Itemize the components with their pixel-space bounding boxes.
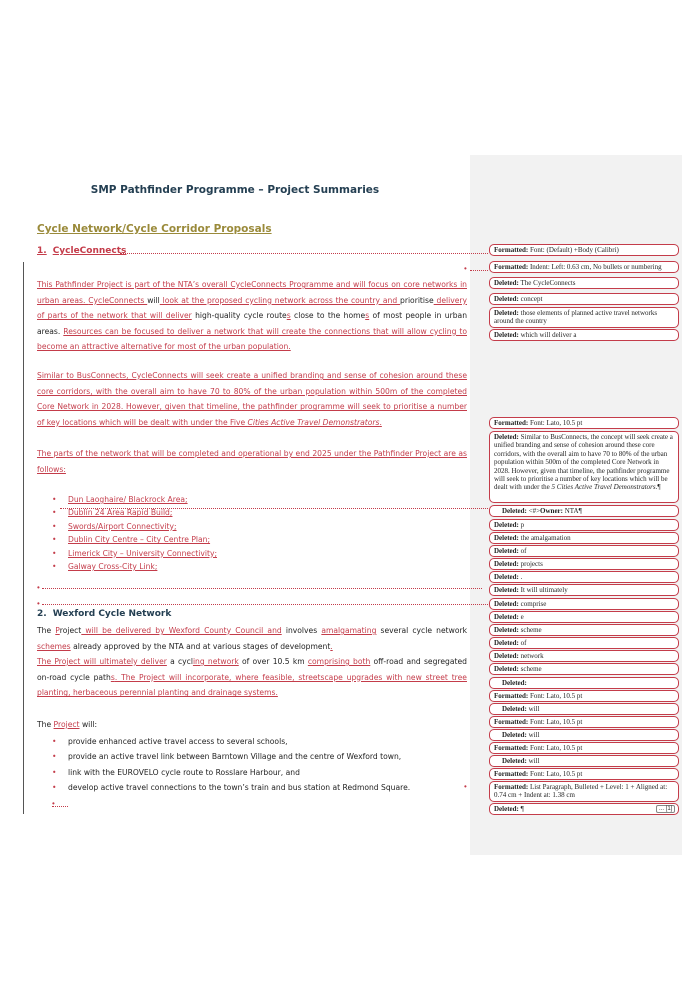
comment-balloon[interactable] [489,755,679,767]
balloon-text: scheme [518,626,542,634]
balloon-text: <#> [526,507,541,515]
inserted-text: amalgamating [321,626,377,635]
text-run: several cycle network [376,626,467,635]
balloon-kind: Deleted: [494,521,519,529]
change-mark: • [464,264,467,273]
list-item: • Dun Laoghaire/ Blackrock Area; [52,493,217,506]
balloon-kind: Deleted: [494,586,519,594]
balloon-kind: Deleted: [494,309,519,317]
balloon-kind: Deleted: [502,757,527,765]
comment-balloon[interactable] [489,803,679,815]
inserted-text: s [365,311,370,321]
balloon-text: It will ultimately [518,586,568,594]
text-run: close to the home [290,311,366,321]
inserted-text: P [55,626,60,635]
list-item: • Dublin City Centre – City Centre Plan; [52,533,217,546]
inserted-text: network [204,657,239,666]
section-1-title: CycleConnects [52,246,127,256]
comment-balloon[interactable] [489,244,679,256]
list-item: • Galway Cross-City Link; [52,560,217,573]
balloon-text: List Paragraph, Bulleted + Level: 1 + Aligned at: 0.74 cm + Indent at: 1.38 cm [494,783,668,800]
balloon-text: Font: Lato, 10.5 pt [528,718,583,726]
section-2-number: 2. [37,609,47,619]
inserted-text: ing [192,657,205,666]
comment-balloon[interactable] [489,781,679,802]
list-item: • link with the EUROVELO cycle route to Rosslare Harbour, and [52,765,410,780]
balloon-kind: Formatted: [494,744,529,752]
balloon-kind: Deleted: [494,613,519,621]
balloon-text: of [518,547,527,555]
change-mark: • [52,799,55,808]
balloon-text: scheme [518,665,542,673]
inserted-text: . The Project will incorporate, where feasible, streetscape upgrades with new street tree planting, herbaceous perennial planting and drainage systems. [37,672,467,698]
comment-balloon[interactable] [489,637,679,649]
comment-balloon[interactable] [489,431,679,503]
comment-balloon[interactable] [489,768,679,780]
balloon-text: Indent: Left: 0.63 cm, No bullets or numbering [528,263,662,271]
balloon-italic-text: 5 Cities Active Travel Demonstrators [551,483,656,492]
text-run: will: [79,720,98,729]
document-title: SMP Pathfinder Programme – Project Summaries [90,184,380,196]
comment-balloon[interactable] [489,307,679,328]
inserted-text: s [286,311,291,321]
comment-balloon[interactable] [489,611,679,623]
balloon-text: NTA¶ [563,507,582,515]
balloon-text: those elements of planned active travel networks around the country [494,309,658,326]
inserted-text: Project [53,720,80,729]
text-run: high-quality cycle route [191,311,287,321]
comment-balloon[interactable] [489,729,679,741]
balloon-kind: Formatted: [494,783,529,791]
list-item: • Swords/Airport Connectivity; [52,520,217,533]
balloon-kind: Deleted: [502,507,527,515]
comment-balloon[interactable] [489,532,679,544]
text-run: Similar to BusConnects, CycleConnects will seek create a unified branding and sense of cohesion around these core corridors, with the overall aim to have 70 to 80% of the urban population within 500m of the completed Core Network in 2028. However, given that timeline, the pathfinder programme will seek to prioritise a number of key locations which will be dealt with under the Five [37,371,467,427]
balloon-kind: Deleted: [494,652,519,660]
text-run: The parts of the network that will be completed and operational by end 2025 under the Pathfinder Project are as follows: [37,449,467,474]
balloon-text: Font: Lato, 10.5 pt [528,744,583,752]
section-1-paragraph-2 [37,368,467,430]
dotline [470,270,488,271]
text-run: The [37,720,54,729]
text-run: of over 10.5 km [238,657,308,666]
balloon-text: network [518,652,544,660]
section-1-heading [37,246,126,256]
comment-balloon[interactable] [489,624,679,636]
inserted-text: schemes [37,641,71,651]
balloon-kind: Deleted: [494,279,519,287]
balloon-kind: Deleted: [502,731,527,739]
section-1-number: 1. [37,246,47,256]
balloon-text: Font: Lato, 10.5 pt [528,419,583,427]
change-mark: • [464,782,467,791]
balloon-text: Similar to BusConnects, the concept will seek create a unified branding and sense of cohesion around these core corridors, with the overall aim to have 70 to 80% of the urban population within 500m of the completed Core Network in 2028. However, given that timeline, the pathfinder programme will seek to prioritise a number of key locations which will be dealt with under the [494,433,673,492]
inserted-text: comprising both [307,657,371,666]
balloon-kind: Deleted: [502,679,527,687]
balloon-kind: Deleted: [494,295,519,303]
list-item: • develop active travel connections to the town’s train and bus station at Redmond Square. [52,780,410,795]
more-button[interactable]: ... [1] [656,805,675,813]
balloon-kind: Deleted: [494,805,519,813]
inserted-text: s [110,672,115,682]
balloon-kind: Deleted: [494,534,519,542]
balloon-text: Font: Lato, 10.5 pt [528,692,583,700]
inserted-text: The Project will ultimately deliver [37,657,167,666]
balloon-text: . [518,573,523,581]
comment-balloon[interactable] [489,716,679,728]
comment-balloon[interactable] [489,571,679,583]
comment-balloon[interactable] [489,742,679,754]
balloon-text: projects [518,560,543,568]
section-2-paragraph-1 [37,623,467,654]
change-mark: • [37,599,40,608]
balloon-text: comprise [518,600,547,608]
list-item: • Limerick City – University Connectivity; [52,547,217,560]
balloon-text: will [526,705,540,713]
list-item: • provide enhanced active travel access to several schools, [52,734,410,749]
comment-balloon[interactable] [489,703,679,715]
balloon-text: concept [518,295,543,303]
comment-balloon[interactable] [489,519,679,531]
inserted-text: CycleConnects [88,295,148,305]
balloon-kind: Deleted: [494,433,519,441]
section-2-paragraph-2 [37,654,467,701]
balloon-text: the amalgamation [518,534,571,542]
comment-balloon[interactable] [489,545,679,557]
comment-balloon[interactable] [489,558,679,570]
inserted-text: look at the proposed cycling network across the country and [159,295,400,305]
balloon-kind: Deleted: [494,547,519,555]
balloon-kind: Formatted: [494,692,529,700]
text-run: off-road and segregated on-road cycle path [37,657,467,682]
balloon-text: Font: Lato, 10.5 pt [528,770,583,778]
balloon-text: will [526,731,540,739]
balloon-kind: Formatted: [494,246,529,254]
section-2-heading [37,609,171,619]
section-heading: Cycle Network/Cycle Corridor Proposals [37,223,272,235]
text-run: will [147,295,160,305]
balloon-text: ¶ [518,805,524,813]
text-run: involves [281,626,322,635]
list-item: • provide an active travel link between Barntown Village and the centre of Wexford town, [52,749,410,764]
dotline [42,604,488,605]
text-run: of most people in urban areas. [37,311,468,336]
text-run: already approved by the NTA and at various stages of development [70,641,331,651]
dotline [52,806,68,807]
text-run: roject [59,626,82,635]
text-run: The [37,626,56,635]
change-bar [23,262,24,814]
inserted-text: This Pathfinder Project is part of the NTA’s overall CycleConnects Programme and will focus on core networks in urban areas. [37,280,467,305]
balloon-text: will [526,757,540,765]
balloon-kind: Formatted: [494,770,529,778]
comment-balloon[interactable] [489,505,679,517]
dotline [120,253,488,254]
balloon-text: p [518,521,525,529]
section-2-paragraph-3 [37,717,467,733]
comment-balloon[interactable] [489,329,679,341]
balloon-kind: Formatted: [494,718,529,726]
text-run: a cycl [166,657,193,666]
balloon-text: .¶ [655,483,661,492]
balloon-text: which will deliver a [518,331,577,339]
comment-balloon[interactable] [489,598,679,610]
comment-balloon[interactable] [489,261,679,273]
change-mark: • [37,583,40,592]
inserted-text: delivery of parts of the network that will deliver [37,295,467,321]
section-1-paragraph-3 [37,446,467,477]
comment-balloon[interactable] [489,677,679,689]
balloon-kind: Deleted: [494,600,519,608]
section-1-paragraph-1 [37,277,467,355]
comment-balloon[interactable] [489,417,679,429]
text-run-italic: Cities Active Travel Demonstrators [247,417,380,427]
balloon-text: The CycleConnects [518,279,576,287]
section-2-title: Wexford Cycle Network [52,609,172,619]
text-run: prioritise [400,295,434,305]
section-1-bullet-list [52,493,217,573]
balloon-kind: Deleted: [502,705,527,713]
list-item: • Dublin 24 Area Rapid Build; [52,506,217,519]
balloon-text: Font: (Default) +Body (Calibri) [528,246,619,254]
balloon-text: of [518,639,527,647]
balloon-bold-text: Owner: [540,507,563,515]
balloon-kind: Formatted: [494,263,529,271]
balloon-kind: Deleted: [494,560,519,568]
balloon-kind: Deleted: [494,665,519,673]
comment-balloon[interactable] [489,584,679,596]
balloon-kind: Deleted: [494,573,519,581]
balloon-kind: Formatted: [494,419,529,427]
comment-balloon[interactable] [489,277,679,289]
balloon-text: e [518,613,524,621]
comment-balloon[interactable] [489,690,679,702]
balloon-kind: Deleted: [494,331,519,339]
text-run: . [379,417,382,427]
section-2-bullet-list [52,734,410,796]
comment-balloon[interactable] [489,650,679,662]
inserted-text: will be delivered by Wexford County Council and [81,626,282,635]
comment-balloon[interactable] [489,293,679,305]
comment-balloon[interactable] [489,663,679,675]
inserted-text: . [330,641,333,651]
dotline [42,588,482,589]
balloon-kind: Deleted: [494,626,519,634]
balloon-kind: Deleted: [494,639,519,647]
dotline [60,508,488,509]
inserted-text: Resources can be focused to deliver a network that will create the connections that will allow cycling to become an attractive alternative for most of the urban population. [37,326,467,352]
